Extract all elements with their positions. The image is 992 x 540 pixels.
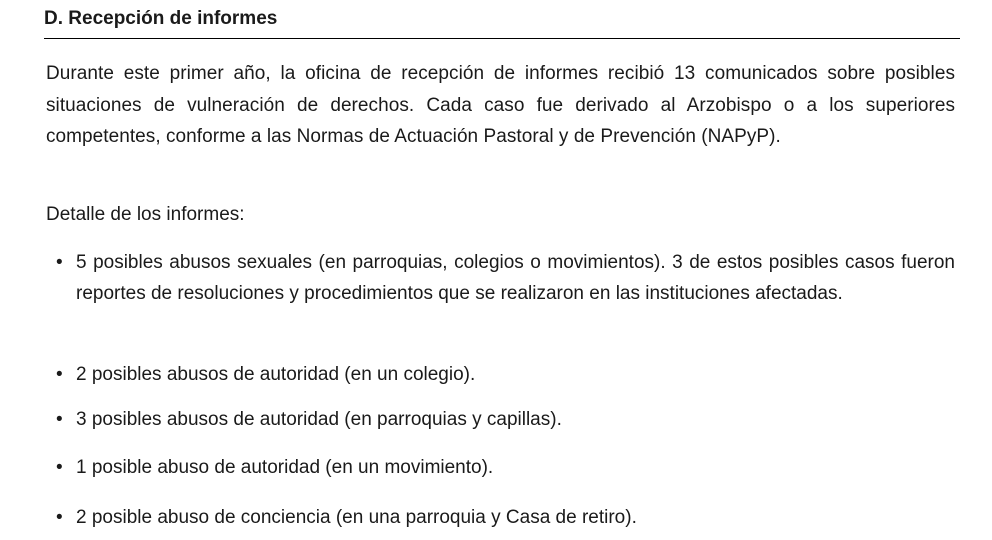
list-item: [56, 452, 955, 483]
list-item-text: 5 posibles abusos sexuales (en parroquias, colegios o movimientos). 3 de estos posibles casos fueron reportes de resoluciones y procedimientos que se realizaron en las instituciones afectadas.: [76, 252, 955, 304]
list-item-text: 3 posibles abusos de autoridad (en parroquias y capillas).: [76, 409, 562, 430]
list-item-text: 2 posible abuso de conciencia (en una parroquia y Casa de retiro).: [76, 507, 637, 528]
bullet-icon: •: [56, 252, 63, 273]
list-item: [56, 359, 955, 390]
list-item: [56, 502, 955, 533]
section-heading: D. Recepción de informes: [44, 6, 960, 39]
bullet-icon: •: [56, 457, 63, 478]
bullet-icon: •: [56, 409, 63, 430]
list-item-text: 2 posibles abusos de autoridad (en un colegio).: [76, 364, 476, 385]
intro-paragraph: Durante este primer año, la oficina de recepción de informes recibió 13 comunicados sobre posibles situaciones de vulneración de derechos. Cada caso fue derivado al Arzobispo o a los superiores competentes, conforme a las Normas de Actuación Pastoral y de Prevención (NAPyP).: [46, 63, 955, 147]
list-item-text: 1 posible abuso de autoridad (en un movimiento).: [76, 457, 494, 478]
bullet-icon: •: [56, 364, 63, 385]
list-item: [56, 404, 955, 435]
list-item: [56, 247, 955, 309]
bullet-icon: •: [56, 507, 63, 528]
details-label: Detalle de los informes:: [46, 204, 245, 225]
